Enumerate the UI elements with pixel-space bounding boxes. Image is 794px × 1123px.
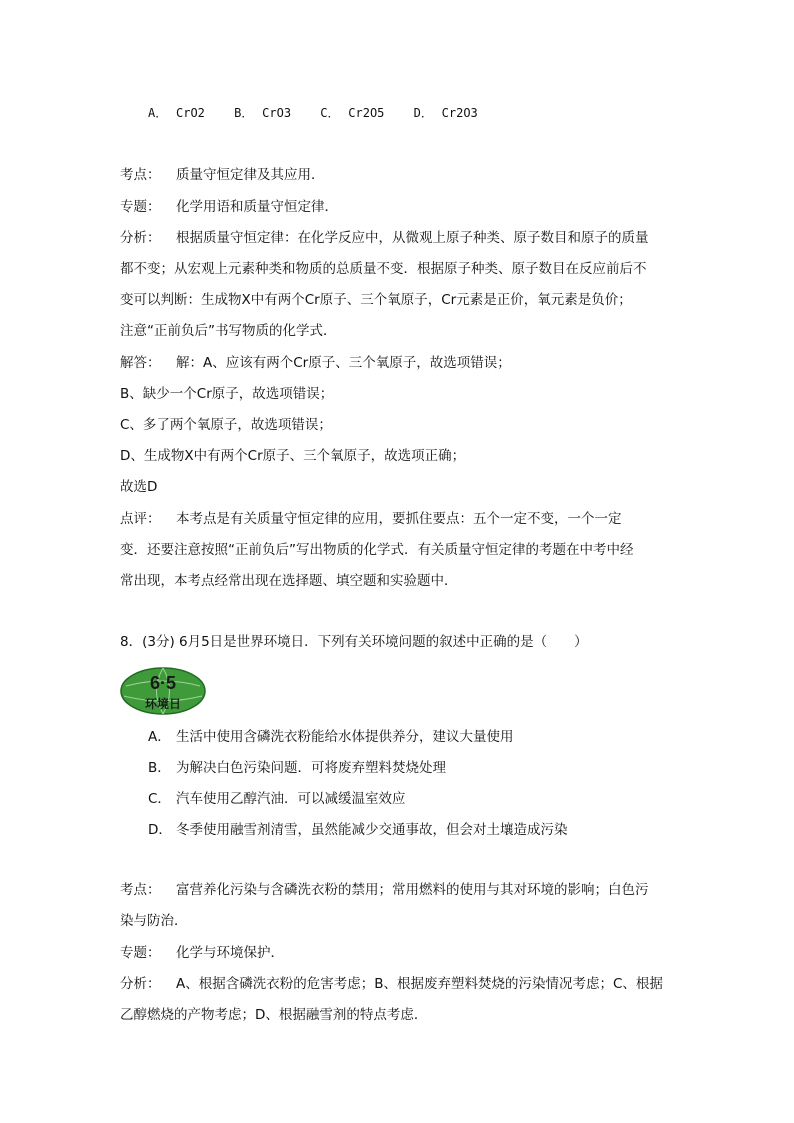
choice-b: B． CrO3 — [234, 106, 292, 120]
q8-option-c: C． 汽车使用乙醇汽油．可以减缓温室效应 — [148, 791, 406, 807]
q7-jieda-line: B、缺少一个Cr原子，故选项错误； — [120, 386, 334, 402]
badge-number: 6·5 — [149, 673, 177, 693]
q7-zhuanti: 专题： 化学用语和质量守恒定律． — [120, 199, 338, 215]
q8-option-d: D． 冬季使用融雪剂清雪，虽然能减少交通事故，但会对土壤造成污染 — [148, 822, 568, 838]
q7-jieda-line: D、生成物X中有两个Cr原子、三个氧原子，故选项正确； — [120, 448, 466, 464]
q7-dianping-line: 常出现，本考点经常出现在选择题、填空题和实验题中． — [120, 573, 458, 589]
choice-c: C． Cr2O5 — [320, 106, 385, 120]
q7-fenxi-line: 变可以判断：生成物X中有两个Cr原子、三个氧原子，Cr元素是正价，氧元素是负价； — [120, 292, 632, 308]
q7-fenxi-line: 注意“正前负后”书写物质的化学式． — [120, 323, 337, 339]
q8-fenxi-line: 乙醇燃烧的产物考虑；D、根据融雪剂的特点考虑． — [120, 1007, 428, 1023]
choice-a: A． CrO2 — [148, 106, 205, 120]
q7-fenxi: 分析： 根据质量守恒定律：在化学反应中，从微观上原子种类、原子数目和原子的质量 — [120, 230, 649, 246]
choices-row — [148, 103, 500, 123]
q7-dianping-line: 变．还要注意按照“正前负后”写出物质的化学式．有关质量守恒定律的考题在中考中经 — [120, 542, 634, 558]
choice-d: D． Cr2O3 — [413, 106, 478, 120]
badge-text: 环境日 — [144, 697, 182, 711]
globe-logo-icon — [120, 666, 206, 716]
q7-jieda-line: C、多了两个氧原子，故选项错误； — [120, 417, 332, 433]
q8-option-b: B． 为解决白色污染问题．可将废弃塑料焚烧处理 — [148, 760, 446, 776]
q7-jieda-line: 故选D — [120, 479, 158, 495]
q8-fenxi: 分析： A、根据含磷洗衣粉的危害考虑；B、根据废弃塑料焚烧的污染情况考虑；C、根据 — [120, 976, 663, 992]
environment-day-badge — [120, 666, 206, 716]
q7-dianping: 点评： 本考点是有关质量守恒定律的应用，要抓住要点：五个一定不变，一个一定 — [120, 511, 622, 527]
q7-fenxi-line: 都不变；从宏观上元素种类和物质的总质量不变．根据原子种类、原子数目在反应前后不 — [120, 261, 647, 277]
q8-kaodian: 考点： 富营养化污染与含磷洗衣粉的禁用；常用燃料的使用与其对环境的影响；白色污 — [120, 882, 649, 898]
q8-zhuanti: 专题： 化学与环境保护． — [120, 945, 284, 961]
q8-option-a: A． 生活中使用含磷洗衣粉能给水体提供养分，建议大量使用 — [148, 729, 514, 745]
q8-kaodian-line: 染与防治． — [120, 913, 188, 929]
q8-question: 8．(3分) 6月5日是世界环境日．下列有关环境问题的叙述中正确的是（ ） — [120, 634, 588, 650]
q7-kaodian: 考点： 质量守恒定律及其应用． — [120, 167, 325, 183]
q7-jieda: 解答： 解：A、应该有两个Cr原子、三个氧原子，故选项错误； — [120, 355, 511, 371]
